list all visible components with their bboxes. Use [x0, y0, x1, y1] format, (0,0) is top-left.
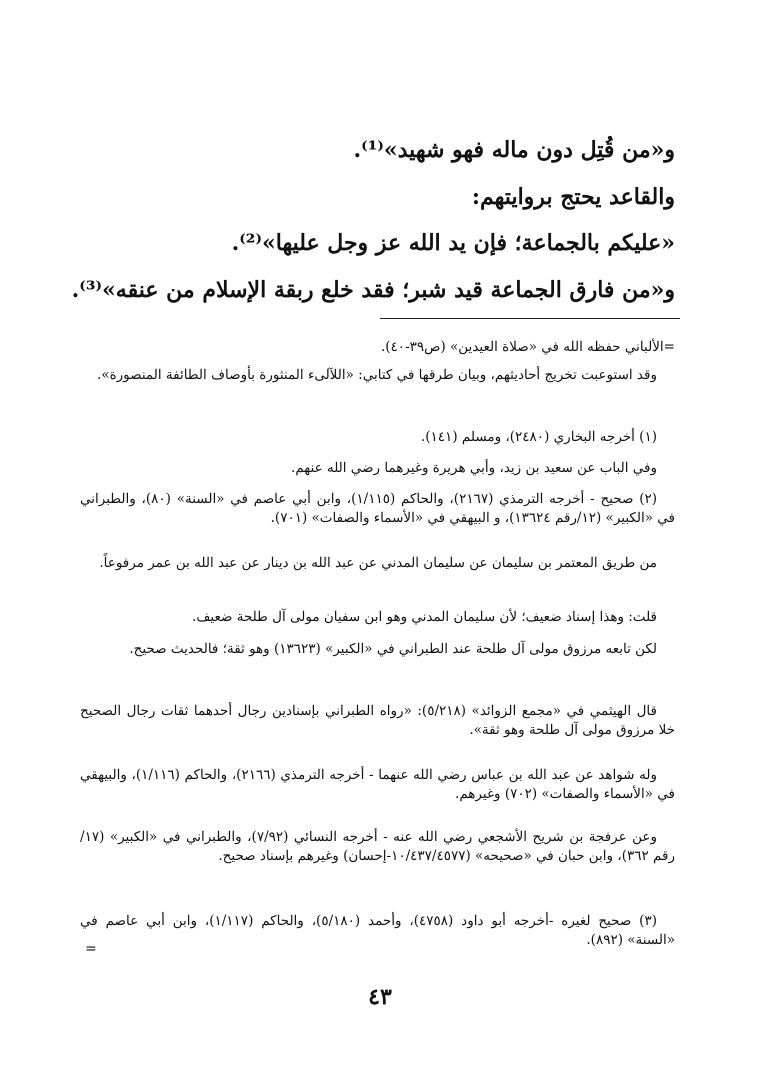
footnote-2-c: [80, 608, 675, 627]
footnote-1-text: (١) أخرجه البخاري (٢٤٨٠)، ومسلم (١٤١).: [420, 429, 657, 445]
footnote-2-d-text: لكن تابعه مرزوق مولى آل طلحة عند الطبراني في «الكبير» (١٣٦٢٣) وهو ثقة؛ فالحديث صحيح.: [129, 641, 657, 657]
footnote-2-d: [80, 640, 675, 659]
footnote-2-c-text: قلت: وهذا إسناد ضعيف؛ لأن سليمان المدني وهو ابن سفيان مولى آل طلحة ضعيف.: [192, 609, 657, 625]
continuation-mark: =: [85, 941, 97, 957]
footnote-carry-over-2-text: وقد استوعبت تخريج أحاديثهم، وبيان طرقها في كتابي: «اللآلىء المنثورة بأوصاف الطائفة المنصورة».: [97, 367, 657, 383]
footnote-2-f: [80, 766, 675, 804]
main-text-line-4: و«من فارق الجماعة قيد شبر؛ فقد خلع ربقة الإسلام من عنقه»⁽³⁾.: [71, 277, 675, 303]
footnote-carry-over-text: =الألباني حفظه الله في «صلاة العيدين» (ص٣٩-٤٠).: [380, 339, 675, 355]
footnote-2-e-text: قال الهيثمي في «مجمع الزوائد» (٥/٢١٨): «رواه الطبراني بإسنادين رجال أحدهما ثقات رجال الصحيح خلا مرزوق مولى آل طلحة وهو ثقة».: [80, 703, 675, 738]
footnote-2: [80, 490, 675, 528]
footnote-separator: [380, 318, 680, 319]
footnote-2-g: [80, 828, 675, 866]
main-text-line-2: والقاعد يحتج بروايتهم:: [471, 184, 675, 210]
footnote-2-e: [80, 702, 675, 740]
footnote-2-g-text: وعن عرفجة بن شريح الأشجعي رضي الله عنه - أخرجه النسائي (٧/٩٢)، والطبراني في «الكبير» (١٧/رقم ٣٦٢)، وابن حبان في «صحيحه» (١٠/٤٣٧/٤٥٧٧-إحسان) وغيرهم بإسناد صحيح.: [80, 829, 675, 864]
footnote-carry-over-2: [80, 366, 675, 385]
footnote-carry-over: [80, 338, 675, 357]
footnote-1-b-text: وفي الباب عن سعيد بن زيد، وأبي هريرة وغيرهما رضي الله عنهم.: [291, 460, 657, 476]
page-number: ٤٣: [368, 984, 392, 1010]
footnote-2-f-text: وله شواهد عن عبد الله بن عباس رضي الله عنهما - أخرجه الترمذي (٢١٦٦)، والحاكم (١/١١٦)، والبيهقي في «الأسماء والصفات» (٧٠٢) وغيرهم.: [80, 767, 675, 802]
footnote-2-b-text: من طريق المعتمر بن سليمان عن سليمان المدني عن عبد الله بن دينار عن عبد الله بن عمر مرفوعاً.: [99, 555, 657, 571]
footnote-3: [80, 912, 675, 950]
main-text-line-3: «عليكم بالجماعة؛ فإن يد الله عز وجل عليها»⁽²⁾.: [231, 230, 675, 256]
footnote-1: [80, 428, 675, 447]
footnote-2-b: [80, 554, 675, 573]
footnote-2-text: (٢) صحيح - أخرجه الترمذي (٢١٦٧)، والحاكم (١/١١٥)، وابن أبي عاصم في «السنة» (٨٠)، والطبراني في «الكبير» (١٢/رقم ١٣٦٢٤)، و البيهقي في «الأسماء والصفات» (٧٠١).: [80, 491, 675, 526]
footnote-3-text: (٣) صحيح لغيره -أخرجه أبو داود (٤٧٥٨)، وأحمد (٥/١٨٠)، والحاكم (١/١١٧)، وابن أبي عاصم في «السنة» (٨٩٢).: [80, 913, 675, 948]
main-text-line-1: و«من قُتِل دون ماله فهو شهيد»⁽¹⁾.: [353, 137, 675, 163]
footnote-1-b: [80, 459, 675, 478]
